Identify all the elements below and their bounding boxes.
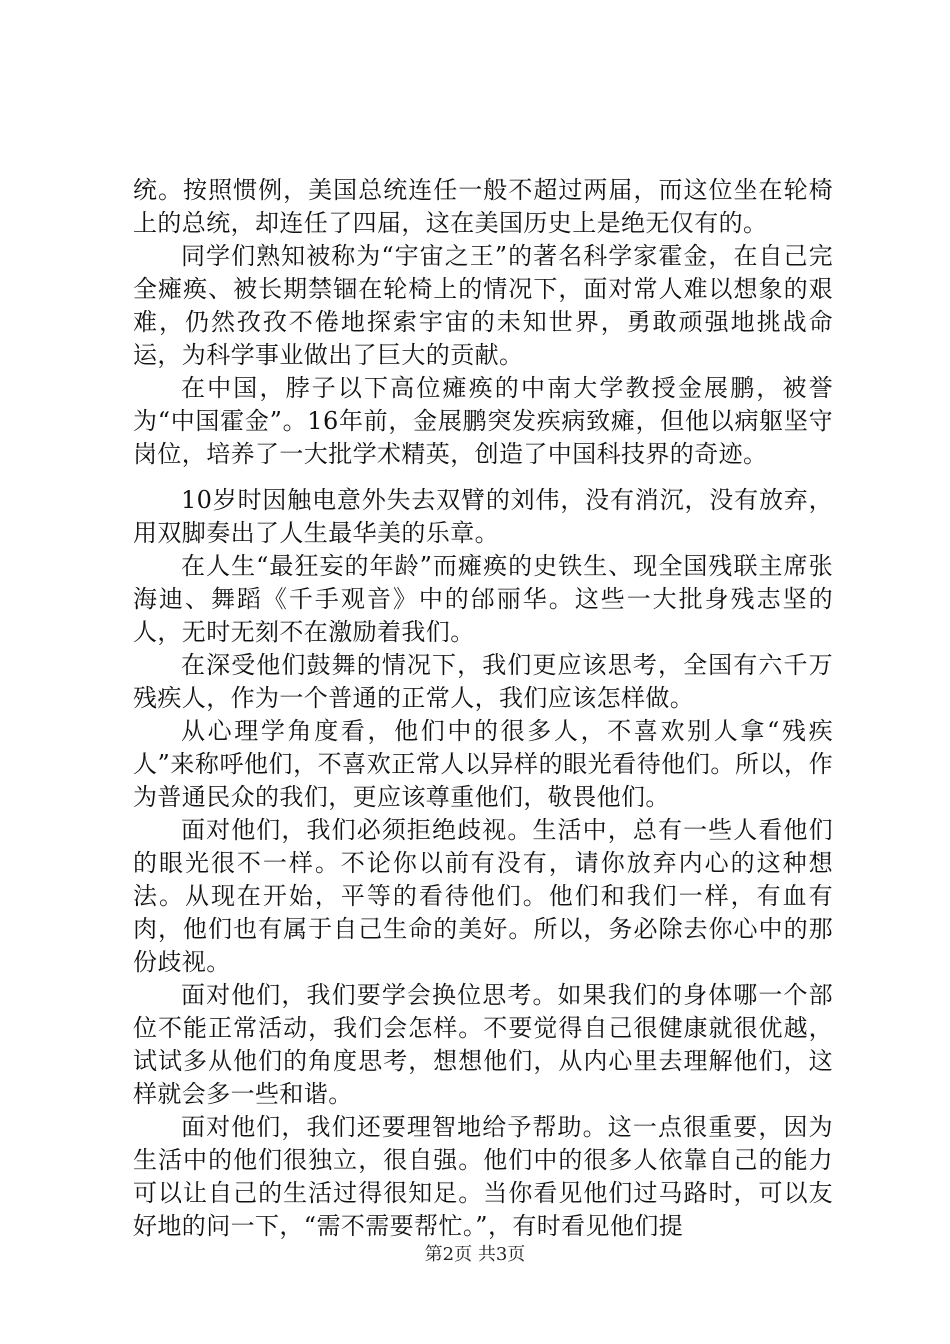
paragraph-continuation: 统。按照惯例，美国总统连任一般不超过两届，而这位坐在轮椅上的总统，却连任了四届，这在美国历史上是绝无仅有的。 xyxy=(133,176,833,237)
paragraph-psychology: 从心理学角度看，他们中的很多人，不喜欢别人拿“残疾人”来称呼他们，不喜欢正常人以异样的眼光看待他们。所以，作为普通民众的我们，更应该尊重他们，敬畏他们。 xyxy=(133,717,833,811)
paragraph-role-models: 在人生“最狂妄的年龄”而瘫痪的史铁生、现全国残联主席张海迪、舞蹈《千手观音》中的邰丽华。这些一大批身残志坚的人，无时无刻不在激励着我们。 xyxy=(133,552,833,646)
paragraph-liu-wei: 10岁时因触电意外失去双臂的刘伟，没有消沉，没有放弃，用双脚奏出了人生最华美的乐章。 xyxy=(133,486,833,547)
page-footer: 第2页 共3页 xyxy=(424,1244,526,1265)
paragraph-help: 面对他们，我们还要理智地给予帮助。这一点很重要，因为生活中的他们很独立，很自强。他们中的很多人依靠自己的能力可以让自己的生活过得很知足。当你看见他们过马路时，可以友好地的问一下，“需不需要帮忙。”，有时看见他们提 xyxy=(133,1113,833,1240)
paragraph-jin-zhanpeng: 在中国，脖子以下高位瘫痪的中南大学教授金展鹏，被誉为“中国霍金”。16年前，金展鹏突发疾病致瘫，但他以病躯坚守岗位，培养了一大批学术精英，创造了中国科技界的奇迹。 xyxy=(133,374,833,468)
paragraph-no-discrimination: 面对他们，我们必须拒绝歧视。生活中，总有一些人看他们的眼光很不一样。不论你以前有没有，请你放弃内心的这种想法。从现在开始，平等的看待他们。他们和我们一样，有血有肉，他们也有属于自己生命的美好。所以，务必除去你心中的那份歧视。 xyxy=(133,816,833,976)
paragraph-hawking: 同学们熟知被称为“宇宙之王”的著名科学家霍金，在自己完全瘫痪、被长期禁锢在轮椅上的情况下，面对常人难以想象的艰难，仍然孜孜不倦地探索宇宙的未知世界，勇敢顽强地挑战命运，为科学事业做出了巨大的贡献。 xyxy=(133,242,833,369)
body-text-lower xyxy=(133,484,833,1243)
body-text-upper xyxy=(133,174,833,471)
paragraph-reflection: 在深受他们鼓舞的情况下，我们更应该思考，全国有六千万残疾人，作为一个普通的正常人，我们应该怎样做。 xyxy=(133,651,833,712)
paragraph-empathy: 面对他们，我们要学会换位思考。如果我们的身体哪一个部位不能正常活动，我们会怎样。不要觉得自己很健康就很优越，试试多从他们的角度思考，想想他们，从内心里去理解他们，这样就会多一些和谐。 xyxy=(133,981,833,1108)
